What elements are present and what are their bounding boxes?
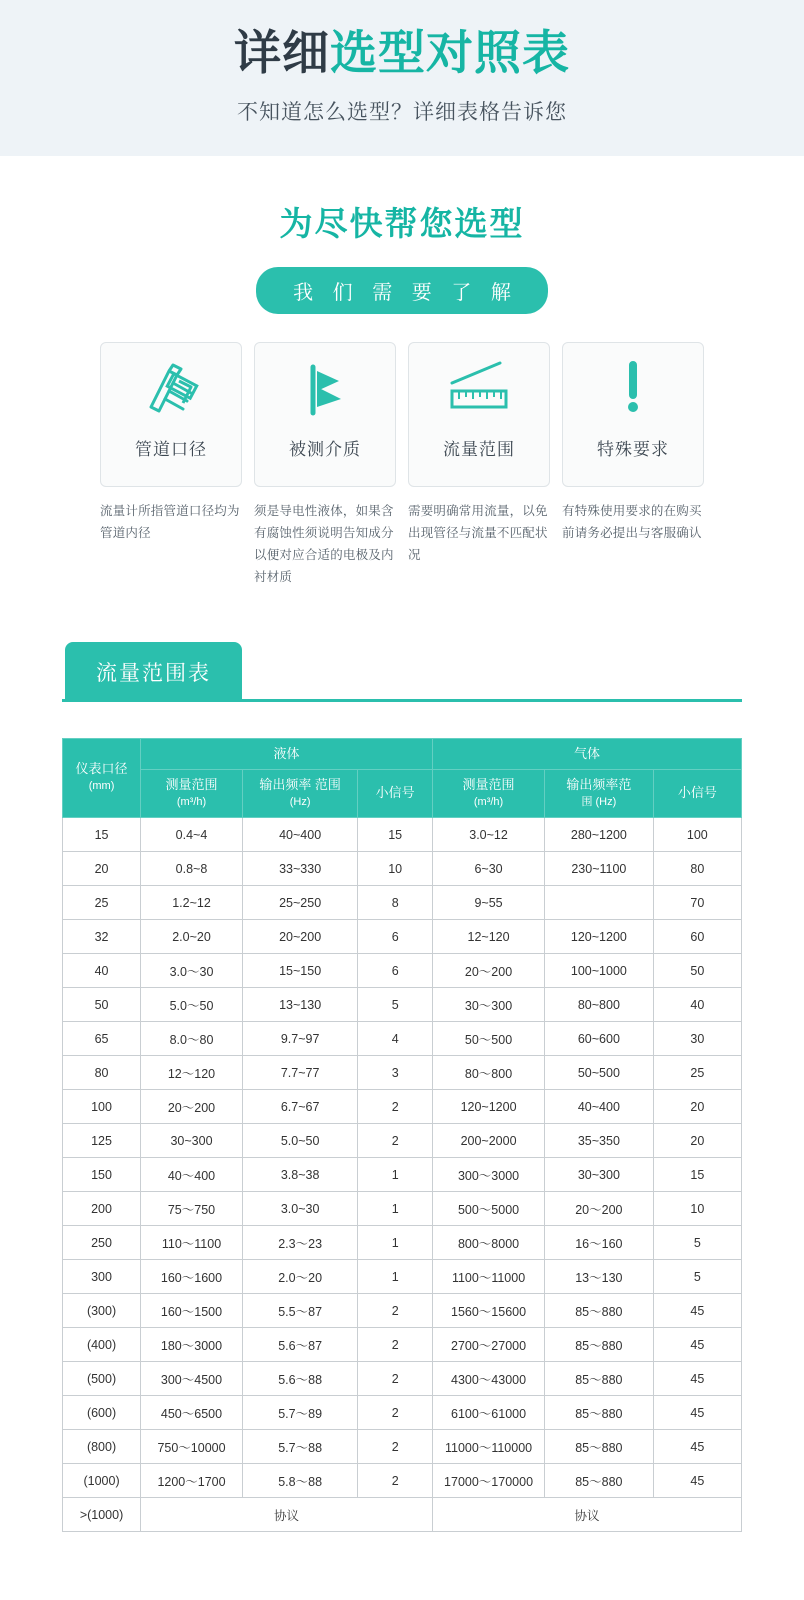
th-gas-frequency-l1: 输出频率范 <box>566 777 632 793</box>
cell-liquid-range: 2.0~20 <box>141 920 243 954</box>
cell-gas-frequency: 40~400 <box>545 1090 654 1124</box>
cell-gas-frequency: 16～160 <box>545 1226 654 1260</box>
cell-gas-range: 2700～27000 <box>433 1328 545 1362</box>
cell-gas-range: 200~2000 <box>433 1124 545 1158</box>
cell-diameter: 125 <box>63 1124 141 1158</box>
cell-gas-range: 6~30 <box>433 852 545 886</box>
cell-liquid-range: 750～10000 <box>141 1430 243 1464</box>
cell-gas-frequency: 80~800 <box>545 988 654 1022</box>
cell-liquid-frequency: 5.0~50 <box>242 1124 357 1158</box>
page-title-dark: 详细 <box>234 26 330 79</box>
table-row <box>63 1260 742 1294</box>
cell-gas-small-signal: 10 <box>653 1192 741 1226</box>
flow-range-tab-row <box>62 641 742 702</box>
cell-gas-frequency: 100~1000 <box>545 954 654 988</box>
cell-liquid-frequency: 33~330 <box>242 852 357 886</box>
cell-gas-frequency: 85～880 <box>545 1396 654 1430</box>
cell-diameter: 65 <box>63 1022 141 1056</box>
cell-gas-frequency: 85～880 <box>545 1464 654 1498</box>
cell-gas-range: 20～200 <box>433 954 545 988</box>
cell-diameter: (500) <box>63 1362 141 1396</box>
page-title <box>0 26 804 80</box>
cell-liquid-range: 0.8~8 <box>141 852 243 886</box>
cell-gas-range: 11000～110000 <box>433 1430 545 1464</box>
need-to-know-pill: 我 们 需 要 了 解 <box>256 267 548 314</box>
th-gas-frequency <box>545 770 654 818</box>
cell-gas-range: 1100～11000 <box>433 1260 545 1294</box>
cell-gas-small-signal: 5 <box>653 1226 741 1260</box>
cell-gas-frequency: 13～130 <box>545 1260 654 1294</box>
cell-liquid-small-signal: 1 <box>358 1158 433 1192</box>
cell-gas-range: 6100～61000 <box>433 1396 545 1430</box>
cell-gas-small-signal: 20 <box>653 1124 741 1158</box>
cell-liquid-small-signal: 2 <box>358 1294 433 1328</box>
cell-gas-range: 3.0~12 <box>433 818 545 852</box>
th-gas-frequency-l2: 围 (Hz) <box>581 796 617 809</box>
cell-gas-range: 50～500 <box>433 1022 545 1056</box>
flow-range-table <box>62 738 742 1533</box>
cell-liquid-range: 30~300 <box>141 1124 243 1158</box>
table-row <box>63 1090 742 1124</box>
section-title: 为尽快帮您选型 <box>279 205 525 243</box>
cell-gas-range: 80～800 <box>433 1056 545 1090</box>
cell-liquid-range: 1200～1700 <box>141 1464 243 1498</box>
cell-liquid-small-signal: 2 <box>358 1090 433 1124</box>
th-meter-diameter <box>63 738 141 818</box>
cell-liquid-frequency: 5.8～88 <box>242 1464 357 1498</box>
th-meter-diameter-l1: 仪表口径 <box>75 761 128 777</box>
cell-gas-small-signal: 50 <box>653 954 741 988</box>
cell-gas-frequency: 230~1100 <box>545 852 654 886</box>
cell-liquid-range: 20～200 <box>141 1090 243 1124</box>
cell-diameter: >(1000) <box>63 1498 141 1532</box>
cell-liquid-small-signal: 2 <box>358 1464 433 1498</box>
th-gas-range-l2: (m³/h) <box>473 796 504 809</box>
th-meter-diameter-l2: (mm) <box>88 780 115 793</box>
th-liquid-small-signal: 小信号 <box>358 770 433 818</box>
cell-gas-frequency: 20～200 <box>545 1192 654 1226</box>
cell-gas-frequency: 60~600 <box>545 1022 654 1056</box>
cell-liquid-small-signal: 1 <box>358 1192 433 1226</box>
cell-liquid-range: 300～4500 <box>141 1362 243 1396</box>
cell-liquid-range: 8.0～80 <box>141 1022 243 1056</box>
table-row <box>63 1226 742 1260</box>
table-row <box>63 954 742 988</box>
cell-gas-frequency: 120~1200 <box>545 920 654 954</box>
card-desc: 需要明确常用流量，以免出现管径与流量不匹配状况 <box>408 504 548 562</box>
table-header-row-2 <box>63 770 742 818</box>
cell-liquid-frequency: 5.7～89 <box>242 1396 357 1430</box>
cell-gas-small-signal: 40 <box>653 988 741 1022</box>
cell-liquid-small-signal: 6 <box>358 954 433 988</box>
th-group-liquid: 液体 <box>141 738 433 770</box>
cell-gas-small-signal: 45 <box>653 1294 741 1328</box>
cell-liquid-range: 180～3000 <box>141 1328 243 1362</box>
cell-liquid-range: 5.0～50 <box>141 988 243 1022</box>
table-row <box>63 1192 742 1226</box>
cell-gas-range: 120~1200 <box>433 1090 545 1124</box>
cell-gas-small-signal: 80 <box>653 852 741 886</box>
cell-diameter: (800) <box>63 1430 141 1464</box>
cell-liquid-small-signal: 2 <box>358 1362 433 1396</box>
ruler-scale-icon <box>444 343 514 435</box>
cell-liquid-range: 160～1600 <box>141 1260 243 1294</box>
cell-liquid-small-signal: 4 <box>358 1022 433 1056</box>
cell-liquid-frequency: 25~250 <box>242 886 357 920</box>
flow-range-section <box>0 641 804 1563</box>
ruler-pencil-icon <box>139 343 203 435</box>
cell-gas-small-signal: 30 <box>653 1022 741 1056</box>
cell-gas-small-signal: 45 <box>653 1328 741 1362</box>
table-row <box>63 920 742 954</box>
th-liquid-frequency <box>242 770 357 818</box>
cell-liquid-small-signal: 10 <box>358 852 433 886</box>
card-medium <box>254 342 396 487</box>
table-header-row-1 <box>63 738 742 770</box>
cell-liquid-range: 1.2~12 <box>141 886 243 920</box>
info-cards <box>0 342 804 487</box>
cell-gas-range: 12~120 <box>433 920 545 954</box>
cell-diameter: 300 <box>63 1260 141 1294</box>
cell-gas-small-signal: 100 <box>653 818 741 852</box>
th-liquid-range-l2: (m³/h) <box>176 796 207 809</box>
exclamation-icon <box>613 343 653 435</box>
cell-gas-frequency <box>545 886 654 920</box>
cell-gas-frequency: 50~500 <box>545 1056 654 1090</box>
cell-gas-small-signal: 20 <box>653 1090 741 1124</box>
cell-liquid-frequency: 40~400 <box>242 818 357 852</box>
cell-liquid-frequency: 3.0~30 <box>242 1192 357 1226</box>
cell-gas-protocol: 协议 <box>433 1498 742 1532</box>
cell-liquid-range: 0.4~4 <box>141 818 243 852</box>
cell-gas-range: 300～3000 <box>433 1158 545 1192</box>
card-desc: 须是导电性液体，如果含有腐蚀性须说明告知成分以便对应合适的电极及内衬材质 <box>254 504 394 584</box>
th-gas-small-signal: 小信号 <box>653 770 741 818</box>
cell-gas-frequency: 35~350 <box>545 1124 654 1158</box>
table-row <box>63 1124 742 1158</box>
cell-diameter: (300) <box>63 1294 141 1328</box>
cell-gas-small-signal: 15 <box>653 1158 741 1192</box>
th-liquid-range <box>141 770 243 818</box>
table-row <box>63 1056 742 1090</box>
cell-gas-range: 1560～15600 <box>433 1294 545 1328</box>
table-row <box>63 818 742 852</box>
cell-liquid-small-signal: 3 <box>358 1056 433 1090</box>
cell-diameter: (400) <box>63 1328 141 1362</box>
cell-gas-small-signal: 45 <box>653 1430 741 1464</box>
card-label: 流量范围 <box>443 440 515 460</box>
cell-diameter: 25 <box>63 886 141 920</box>
cell-gas-frequency: 280~1200 <box>545 818 654 852</box>
cell-liquid-range: 110～1100 <box>141 1226 243 1260</box>
card-label: 被测介质 <box>289 440 361 460</box>
th-gas-range-l1: 测量范围 <box>462 777 515 793</box>
cell-liquid-frequency: 6.7~67 <box>242 1090 357 1124</box>
cell-diameter: 50 <box>63 988 141 1022</box>
table-row <box>63 1396 742 1430</box>
cell-liquid-frequency: 2.0～20 <box>242 1260 357 1294</box>
cell-liquid-small-signal: 2 <box>358 1328 433 1362</box>
table-row <box>63 988 742 1022</box>
th-gas-range <box>433 770 545 818</box>
table-row <box>63 1294 742 1328</box>
cell-diameter: (1000) <box>63 1464 141 1498</box>
th-liquid-frequency-l1: 输出频率 范围 <box>259 777 341 793</box>
th-liquid-range-l1: 测量范围 <box>165 777 218 793</box>
cell-diameter: 200 <box>63 1192 141 1226</box>
cell-liquid-protocol: 协议 <box>141 1498 433 1532</box>
cell-diameter: 80 <box>63 1056 141 1090</box>
card-desc: 有特殊使用要求的在购买前请务必提出与客服确认 <box>562 504 702 540</box>
cell-gas-small-signal: 25 <box>653 1056 741 1090</box>
cell-gas-small-signal: 45 <box>653 1362 741 1396</box>
cell-liquid-range: 160～1500 <box>141 1294 243 1328</box>
table-row <box>63 1430 742 1464</box>
cell-gas-range: 800～8000 <box>433 1226 545 1260</box>
table-row <box>63 1328 742 1362</box>
flag-icon <box>293 343 357 435</box>
cell-liquid-small-signal: 5 <box>358 988 433 1022</box>
cell-liquid-range: 12～120 <box>141 1056 243 1090</box>
cell-gas-small-signal: 70 <box>653 886 741 920</box>
cell-liquid-range: 450～6500 <box>141 1396 243 1430</box>
table-header <box>63 738 742 818</box>
table-row <box>63 1498 742 1532</box>
cell-liquid-small-signal: 2 <box>358 1396 433 1430</box>
cell-gas-frequency: 85～880 <box>545 1362 654 1396</box>
cell-liquid-frequency: 5.5～87 <box>242 1294 357 1328</box>
table-row <box>63 1362 742 1396</box>
cell-liquid-frequency: 3.8~38 <box>242 1158 357 1192</box>
cell-diameter: 40 <box>63 954 141 988</box>
table-row <box>63 886 742 920</box>
cell-liquid-small-signal: 8 <box>358 886 433 920</box>
cell-gas-range: 4300～43000 <box>433 1362 545 1396</box>
cell-gas-range: 17000～170000 <box>433 1464 545 1498</box>
cell-liquid-small-signal: 15 <box>358 818 433 852</box>
cell-liquid-small-signal: 2 <box>358 1124 433 1158</box>
cell-gas-frequency: 85～880 <box>545 1328 654 1362</box>
cell-liquid-range: 40～400 <box>141 1158 243 1192</box>
card-desc: 流量计所指管道口径均为管道内径 <box>100 504 240 540</box>
table-row <box>63 852 742 886</box>
card-pipe-diameter <box>100 342 242 487</box>
cell-diameter: 32 <box>63 920 141 954</box>
cell-liquid-frequency: 20~200 <box>242 920 357 954</box>
cell-gas-frequency: 30~300 <box>545 1158 654 1192</box>
th-liquid-frequency-l2: (Hz) <box>289 796 311 809</box>
cell-liquid-frequency: 5.6～87 <box>242 1328 357 1362</box>
header-banner <box>0 0 804 156</box>
cell-diameter: 15 <box>63 818 141 852</box>
cell-gas-frequency: 85～880 <box>545 1430 654 1464</box>
cell-liquid-small-signal: 6 <box>358 920 433 954</box>
card-flow-range <box>408 342 550 487</box>
info-card-descriptions <box>0 501 804 589</box>
cell-diameter: (600) <box>63 1396 141 1430</box>
cell-diameter: 20 <box>63 852 141 886</box>
cell-diameter: 150 <box>63 1158 141 1192</box>
card-special-request <box>562 342 704 487</box>
cell-gas-range: 30～300 <box>433 988 545 1022</box>
card-label: 管道口径 <box>135 440 207 460</box>
table-body <box>63 818 742 1532</box>
cell-liquid-frequency: 5.7～88 <box>242 1430 357 1464</box>
cell-liquid-small-signal: 1 <box>358 1260 433 1294</box>
cell-liquid-frequency: 2.3～23 <box>242 1226 357 1260</box>
cell-gas-frequency: 85～880 <box>545 1294 654 1328</box>
cell-gas-small-signal: 45 <box>653 1396 741 1430</box>
cell-liquid-frequency: 15~150 <box>242 954 357 988</box>
cell-liquid-range: 3.0～30 <box>141 954 243 988</box>
th-group-gas: 气体 <box>433 738 742 770</box>
cell-gas-small-signal: 45 <box>653 1464 741 1498</box>
cell-gas-range: 500～5000 <box>433 1192 545 1226</box>
card-label: 特殊要求 <box>597 440 669 460</box>
table-row <box>63 1464 742 1498</box>
cell-liquid-small-signal: 1 <box>358 1226 433 1260</box>
cell-liquid-frequency: 13~130 <box>242 988 357 1022</box>
cell-diameter: 250 <box>63 1226 141 1260</box>
cell-gas-range: 9~55 <box>433 886 545 920</box>
selection-section <box>0 156 804 589</box>
cell-liquid-range: 75～750 <box>141 1192 243 1226</box>
page-title-accent: 选型对照表 <box>330 26 570 79</box>
cell-liquid-frequency: 9.7~97 <box>242 1022 357 1056</box>
cell-gas-small-signal: 5 <box>653 1260 741 1294</box>
page-subtitle: 不知道怎么选型？详细表格告诉您 <box>237 101 567 125</box>
cell-diameter: 100 <box>63 1090 141 1124</box>
cell-liquid-small-signal: 2 <box>358 1430 433 1464</box>
cell-liquid-frequency: 5.6～88 <box>242 1362 357 1396</box>
table-row <box>63 1022 742 1056</box>
flow-range-tab: 流量范围表 <box>66 643 241 701</box>
table-row <box>63 1158 742 1192</box>
cell-gas-small-signal: 60 <box>653 920 741 954</box>
cell-liquid-frequency: 7.7~77 <box>242 1056 357 1090</box>
